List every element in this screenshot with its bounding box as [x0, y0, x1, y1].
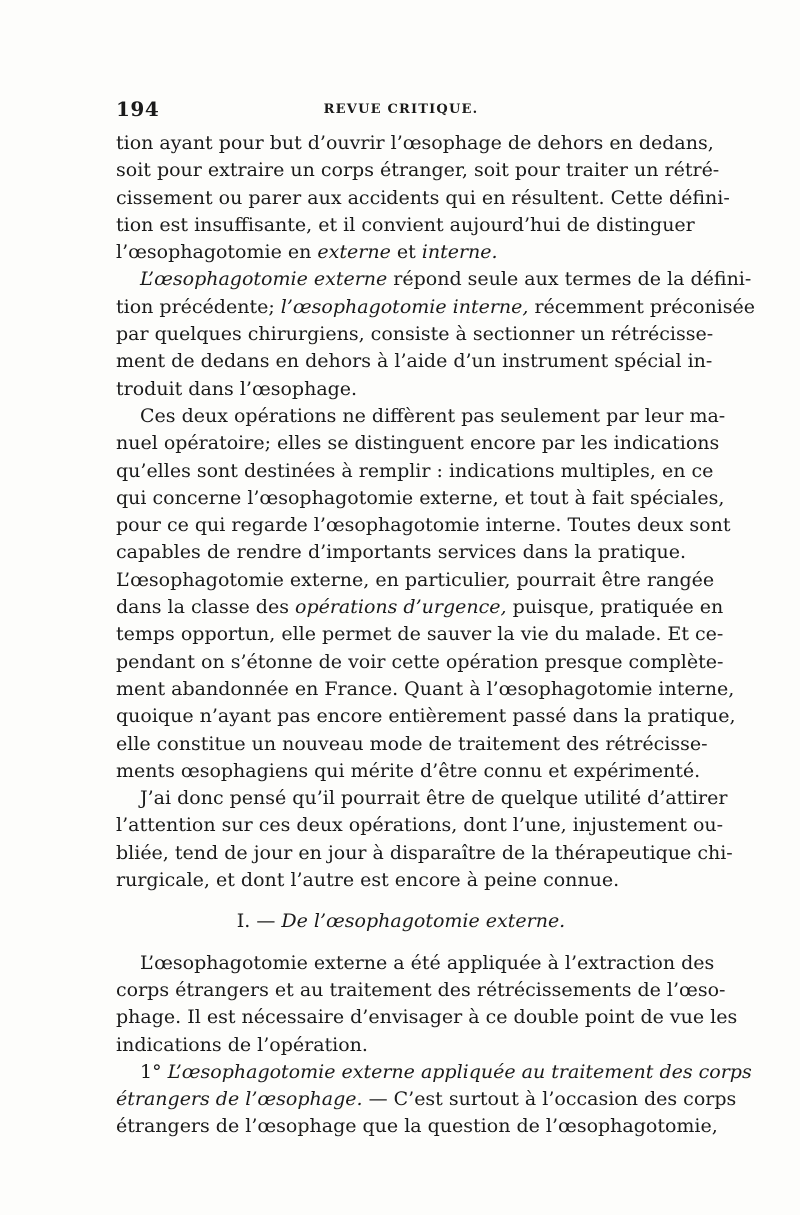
text-segment: qu’elles sont destinées à remplir : indications multiples, en ce	[116, 459, 714, 482]
text-segment: l’attention sur ces deux opérations, dont l’une, injustement ou-	[116, 814, 724, 837]
text-segment: capables de rendre d’importants services dans la pratique.	[116, 541, 686, 564]
text-segment: elle constitue un nouveau mode de traitement des rétrécisse-	[116, 732, 708, 755]
text-line	[116, 649, 724, 676]
text-segment: J’ai donc pensé qu’il pourrait être de quelque utilité d’attirer	[140, 787, 728, 810]
text-line	[116, 403, 726, 430]
text-segment: ment de dedans en dehors à l’aide d’un instrument spécial in-	[116, 350, 713, 373]
text-segment: rurgicale, et dont l’autre est encore à peine connue.	[116, 869, 620, 892]
text-segment: ments œsophagiens qui mérite d’être connu et expérimenté.	[116, 759, 701, 782]
text-segment: tion ayant pour but d’ouvrir l’œsophage de dehors en dedans,	[116, 132, 714, 154]
text-segment: étrangers de l’œsophage que la question de l’œsophagotomie,	[116, 1115, 718, 1138]
text-segment: et	[390, 241, 422, 264]
text-segment: 1°	[140, 1060, 168, 1083]
text-line	[116, 676, 735, 703]
italic-text: externe	[317, 241, 391, 264]
text-segment: récemment préconisée	[528, 295, 755, 318]
text-segment: soit pour extraire un corps étranger, soit pour traiter un rétré-	[116, 159, 720, 182]
text-line	[116, 348, 713, 375]
text-segment: indications de l’opération.	[116, 1033, 368, 1056]
text-segment: pour ce qui regarde l’œsophagotomie interne. Toutes deux sont	[116, 514, 731, 537]
text-segment: tion est insuffisante, et il convient aujourd’hui de distinguer	[116, 213, 695, 236]
text-segment: L’œsophagotomie externe a été appliquée à l’extraction des	[140, 951, 715, 974]
text-line	[116, 430, 720, 457]
text-line	[116, 1086, 737, 1113]
text-segment: troduit dans l’œsophage.	[116, 377, 358, 400]
text-segment: temps opportun, elle permet de sauver la vie du malade. Et ce-	[116, 623, 724, 646]
italic-text: De l’œsophagotomie externe.	[281, 910, 566, 933]
text-line	[116, 977, 726, 1004]
text-line	[116, 212, 695, 239]
text-line	[116, 731, 708, 758]
text-segment: corps étrangers et au traitement des rétrécissements de l’œso-	[116, 978, 726, 1001]
text-segment: bliée, tend de jour en jour à disparaître de la thérapeutique chi-	[116, 841, 733, 864]
text-line	[116, 867, 686, 894]
text-line	[116, 1113, 718, 1140]
text-line	[116, 1004, 738, 1031]
italic-text: L’œsophagotomie externe appliquée au traitement des corps	[167, 1060, 752, 1083]
running-title: REVUE CRITIQUE.	[323, 102, 479, 117]
italic-text: interne.	[421, 241, 498, 264]
text-line	[116, 185, 730, 212]
text-line	[116, 376, 686, 403]
page-number: 194	[116, 97, 160, 121]
text-segment: cissement ou parer aux accidents qui en résultent. Cette défini-	[116, 186, 730, 209]
text-segment: I. —	[236, 910, 282, 933]
text-segment: — C’est surtout à l’occasion des corps	[362, 1088, 737, 1111]
text-segment: par quelques chirurgiens, consiste à sectionner un rétrécisse-	[116, 323, 714, 346]
text-segment: ment abandonnée en France. Quant à l’œsophagotomie interne,	[116, 677, 735, 700]
text-line	[116, 512, 731, 539]
text-line	[116, 703, 736, 730]
text-segment: phage. Il est nécessaire d’envisager à ce double point de vue les	[116, 1006, 738, 1029]
section-heading	[116, 908, 686, 935]
italic-text: l’œsophagotomie interne,	[280, 295, 529, 318]
text-line	[116, 1059, 752, 1086]
text-segment: dans la classe des	[116, 596, 295, 619]
text-line	[116, 239, 686, 266]
text-line	[116, 840, 733, 867]
text-line	[116, 1032, 686, 1059]
text-line	[116, 294, 755, 321]
text-line	[116, 157, 720, 184]
text-segment: qui concerne l’œsophagotomie externe, et tout à fait spéciales,	[116, 486, 725, 509]
text-segment: répond seule aux termes de la défini-	[387, 268, 752, 291]
text-line	[116, 321, 714, 348]
text-segment: Ces deux opérations ne diffèrent pas seulement par leur ma-	[140, 404, 726, 427]
text-line	[116, 266, 752, 293]
italic-text: opérations d’urgence,	[295, 596, 507, 619]
italic-text: L’œsophagotomie externe	[140, 268, 388, 291]
text-line	[116, 621, 724, 648]
text-line	[116, 785, 728, 812]
italic-text: étrangers de l’œsophage.	[116, 1088, 363, 1111]
text-line	[116, 758, 701, 785]
text-segment: nuel opératoire; elles se distinguent encore par les indications	[116, 432, 720, 455]
text-line	[116, 458, 714, 485]
text-segment: tion précédente;	[116, 295, 281, 318]
text-line	[116, 539, 686, 566]
text-line	[116, 950, 715, 977]
text-segment: L’œsophagotomie externe, en particulier, pourrait être rangée	[116, 568, 715, 591]
body-text	[116, 130, 755, 1141]
text-line	[116, 812, 724, 839]
text-segment: l’œsophagotomie en	[116, 241, 318, 264]
page-header	[116, 97, 686, 121]
text-segment: puisque, pratiquée en	[506, 596, 724, 619]
text-segment: quoique n’ayant pas encore entièrement passé dans la pratique,	[116, 705, 736, 728]
text-line	[116, 485, 725, 512]
text-line	[116, 594, 724, 621]
text-line	[116, 130, 714, 157]
text-line	[116, 567, 715, 594]
text-segment: pendant on s’étonne de voir cette opération presque complète-	[116, 650, 724, 673]
